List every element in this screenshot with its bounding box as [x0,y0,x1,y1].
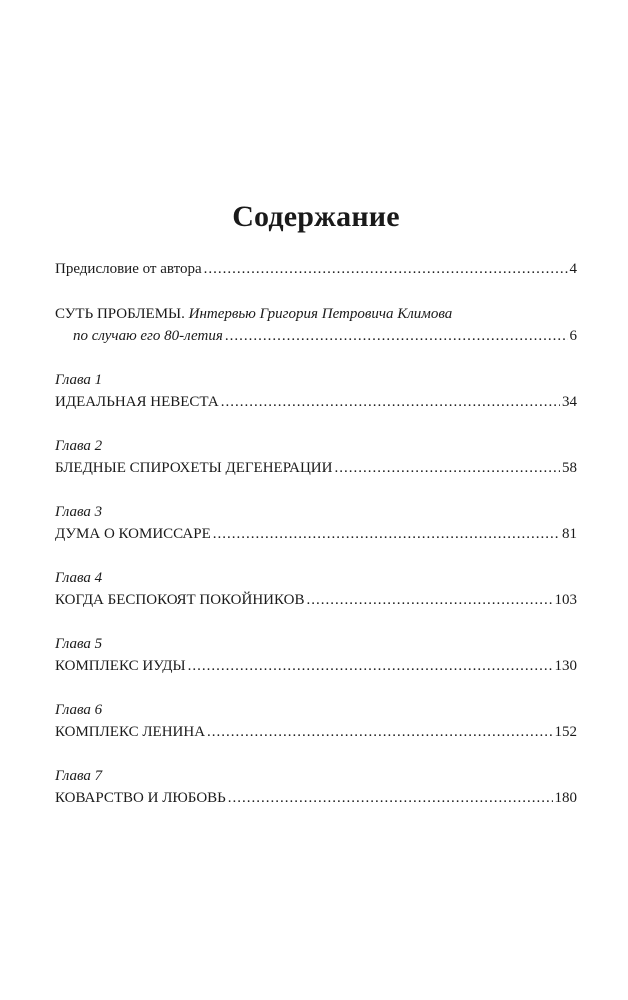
toc-entry-line [55,655,577,677]
toc-entries [55,258,577,809]
toc-entry-page: 58 [562,460,577,476]
toc-entry-line [55,589,577,611]
toc-entry-chapter-5[interactable] [55,633,577,677]
toc-entry-line [55,303,577,325]
toc-entry-title [55,303,452,325]
chapter-label: Глава 1 [55,372,103,388]
dot-leader [221,391,560,413]
toc-entry-line [55,325,577,347]
toc-entry-line [55,523,577,545]
toc-entry-subtitle: Интервью Григория Петровича Климова [188,306,453,322]
toc-entry-title: КОМПЛЕКС ЛЕНИНА [55,724,206,740]
toc-entry-page: 6 [569,328,577,344]
toc-entry-title-upper: СУТЬ ПРОБЛЕМЫ. [55,306,185,322]
toc-entry-page: 34 [562,394,577,410]
dot-leader [188,655,553,677]
toc-entry-line [55,258,577,280]
toc-entry-intro[interactable] [55,258,577,280]
dot-leader [204,258,568,280]
toc-entry-chapter-6[interactable] [55,699,577,743]
chapter-label: Глава 2 [55,438,103,454]
chapter-label: Глава 7 [55,768,103,784]
toc-entry-page: 152 [554,724,577,740]
toc-entry-subtitle-cont: по случаю его 80-летия [73,328,223,344]
toc-entry-chapter-4[interactable] [55,567,577,611]
dot-leader [225,325,568,347]
book-page [55,0,577,1000]
toc-title: Содержание [232,200,400,233]
toc-entry-essence[interactable] [55,303,577,347]
chapter-label: Глава 4 [55,570,103,586]
toc-entry-title: БЛЕДНЫЕ СПИРОХЕТЫ ДЕГЕНЕРАЦИИ [55,460,333,476]
toc-entry-page: 130 [554,658,577,674]
toc-entry-chapter-3[interactable] [55,501,577,545]
toc-entry-line [55,787,577,809]
toc-entry-chapter-1[interactable] [55,369,577,413]
toc-entry-page: 4 [569,261,577,277]
toc-entry-chapter-7[interactable] [55,765,577,809]
toc-entry-line [55,457,577,479]
dot-leader [306,589,552,611]
chapter-label: Глава 5 [55,636,103,652]
toc-entry-page: 81 [562,526,577,542]
chapter-label: Глава 3 [55,504,103,520]
toc-entry-title: Предисловие от автора [55,261,202,277]
chapter-label: Глава 6 [55,702,103,718]
dot-leader [207,721,552,743]
dot-leader [228,787,553,809]
toc-entry-page: 103 [554,592,577,608]
dot-leader [213,523,560,545]
toc-entry-chapter-2[interactable] [55,435,577,479]
toc-entry-title: КОВАРСТВО И ЛЮБОВЬ [55,790,226,806]
toc-entry-title: КОМПЛЕКС ИУДЫ [55,658,186,674]
toc-entry-line [55,721,577,743]
toc-entry-title: КОГДА БЕСПОКОЯТ ПОКОЙНИКОВ [55,592,305,608]
toc-entry-line [55,391,577,413]
toc-entry-title: ДУМА О КОМИССАРЕ [55,526,211,542]
toc-entry-page: 180 [554,790,577,806]
dot-leader [334,457,560,479]
toc-entry-title: ИДЕАЛЬНАЯ НЕВЕСТА [55,394,219,410]
